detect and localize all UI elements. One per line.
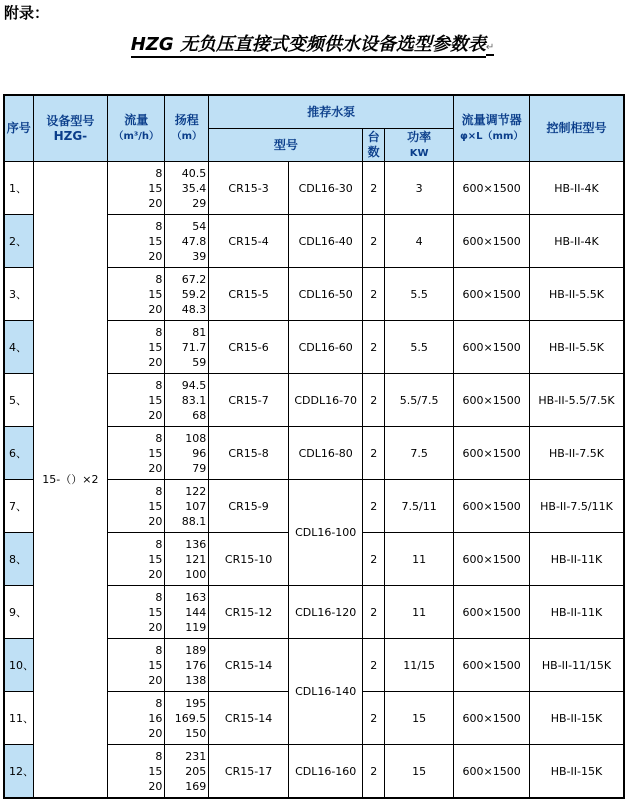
- cr-model-cell: CR15-10: [209, 533, 289, 586]
- power-cell: 5.5: [384, 268, 453, 321]
- cr-model-cell: CR15-8: [209, 427, 289, 480]
- seq-cell: 2、: [5, 215, 34, 268]
- cabinet-cell: HB-II-7.5K: [529, 427, 623, 480]
- cr-model-cell: CR15-14: [209, 692, 289, 745]
- head-cell: 94.5 83.1 68: [165, 374, 209, 427]
- seq-cell: 6、: [5, 427, 34, 480]
- flow-cell: 8 15 20: [108, 639, 165, 692]
- count-cell: 2: [363, 268, 384, 321]
- header-device-model: 设备型号 HZG-: [33, 96, 108, 162]
- cabinet-cell: HB-II-7.5/11K: [529, 480, 623, 533]
- count-cell: 2: [363, 215, 384, 268]
- count-cell: 2: [363, 586, 384, 639]
- flow-cell: 8 15 20: [108, 215, 165, 268]
- head-cell: 136 121 100: [165, 533, 209, 586]
- device-model-cell: 15-（）×2: [33, 162, 108, 798]
- regulator-cell: 600×1500: [454, 374, 530, 427]
- seq-cell: 11、: [5, 692, 34, 745]
- document-title: [0, 30, 625, 56]
- flow-cell: 8 15 20: [108, 162, 165, 215]
- power-cell: 7.5: [384, 427, 453, 480]
- seq-cell: 1、: [5, 162, 34, 215]
- regulator-cell: 600×1500: [454, 480, 530, 533]
- cdl-model-cell: CDL16-30: [288, 162, 363, 215]
- header-cabinet: 控制柜型号: [529, 96, 623, 162]
- seq-cell: 4、: [5, 321, 34, 374]
- count-cell: 2: [363, 374, 384, 427]
- regulator-cell: 600×1500: [454, 215, 530, 268]
- cr-model-cell: CR15-9: [209, 480, 289, 533]
- cabinet-cell: HB-II-15K: [529, 745, 623, 798]
- count-cell: 2: [363, 639, 384, 692]
- cdl-model-cell: CDL16-80: [288, 427, 363, 480]
- cdl-model-cell: CDL16-120: [288, 586, 363, 639]
- regulator-cell: 600×1500: [454, 692, 530, 745]
- head-cell: 122 107 88.1: [165, 480, 209, 533]
- header-regulator: 流量调节器 φ×L（mm）: [454, 96, 530, 162]
- power-cell: 4: [384, 215, 453, 268]
- regulator-cell: 600×1500: [454, 162, 530, 215]
- power-cell: 3: [384, 162, 453, 215]
- selection-table: [3, 94, 625, 799]
- regulator-cell: 600×1500: [454, 745, 530, 798]
- cdl-model-cell: CDL16-160: [288, 745, 363, 798]
- cabinet-cell: HB-II-11/15K: [529, 639, 623, 692]
- count-cell: 2: [363, 427, 384, 480]
- head-cell: 40.5 35.4 29: [165, 162, 209, 215]
- flow-cell: 8 15 20: [108, 480, 165, 533]
- seq-cell: 8、: [5, 533, 34, 586]
- power-cell: 15: [384, 692, 453, 745]
- header-head: 扬程 （m）: [165, 96, 209, 162]
- cabinet-cell: HB-II-15K: [529, 692, 623, 745]
- power-cell: 11: [384, 586, 453, 639]
- head-cell: 189 176 138: [165, 639, 209, 692]
- flow-cell: 8 16 20: [108, 692, 165, 745]
- cdl-model-cell: CDL16-50: [288, 268, 363, 321]
- flow-cell: 8 15 20: [108, 745, 165, 798]
- cdl-model-cell: CDL16-40: [288, 215, 363, 268]
- regulator-cell: 600×1500: [454, 533, 530, 586]
- cabinet-cell: HB-II-4K: [529, 162, 623, 215]
- power-cell: 7.5/11: [384, 480, 453, 533]
- header-count: 台数: [363, 129, 384, 162]
- cr-model-cell: CR15-17: [209, 745, 289, 798]
- title-text: HZG 无负压直接式变频供水设备选型参数表: [131, 34, 486, 58]
- cdl-model-cell: CDL16-100: [288, 480, 363, 586]
- power-cell: 11: [384, 533, 453, 586]
- head-cell: 67.2 59.2 48.3: [165, 268, 209, 321]
- cr-model-cell: CR15-5: [209, 268, 289, 321]
- table-row: [5, 162, 624, 215]
- header-power: 功率 KW: [384, 129, 453, 162]
- seq-cell: 3、: [5, 268, 34, 321]
- power-cell: 15: [384, 745, 453, 798]
- cabinet-cell: HB-II-11K: [529, 586, 623, 639]
- header-pump-model: 型号: [209, 129, 363, 162]
- head-cell: 81 71.7 59: [165, 321, 209, 374]
- power-cell: 11/15: [384, 639, 453, 692]
- header-seq: 序号: [5, 96, 34, 162]
- seq-cell: 12、: [5, 745, 34, 798]
- seq-cell: 5、: [5, 374, 34, 427]
- head-cell: 195 169.5 150: [165, 692, 209, 745]
- power-cell: 5.5: [384, 321, 453, 374]
- head-cell: 54 47.8 39: [165, 215, 209, 268]
- flow-cell: 8 15 20: [108, 533, 165, 586]
- cr-model-cell: CR15-7: [209, 374, 289, 427]
- header-recommended-pump: 推荐水泵: [209, 96, 454, 129]
- cr-model-cell: CR15-12: [209, 586, 289, 639]
- appendix-label: 附录：: [4, 4, 50, 22]
- regulator-cell: 600×1500: [454, 268, 530, 321]
- count-cell: 2: [363, 162, 384, 215]
- head-cell: 108 96 79: [165, 427, 209, 480]
- flow-cell: 8 15 20: [108, 586, 165, 639]
- cdl-model-cell: CDDL16-70: [288, 374, 363, 427]
- seq-cell: 9、: [5, 586, 34, 639]
- cabinet-cell: HB-II-4K: [529, 215, 623, 268]
- flow-cell: 8 15 20: [108, 321, 165, 374]
- cr-model-cell: CR15-14: [209, 639, 289, 692]
- paragraph-mark-icon: ↵: [486, 42, 494, 56]
- cabinet-cell: HB-II-5.5K: [529, 268, 623, 321]
- regulator-cell: 600×1500: [454, 639, 530, 692]
- flow-cell: 8 15 20: [108, 268, 165, 321]
- count-cell: 2: [363, 480, 384, 533]
- count-cell: 2: [363, 745, 384, 798]
- cabinet-cell: HB-II-5.5K: [529, 321, 623, 374]
- count-cell: 2: [363, 321, 384, 374]
- seq-cell: 10、: [5, 639, 34, 692]
- cr-model-cell: CR15-6: [209, 321, 289, 374]
- head-cell: 231 205 169: [165, 745, 209, 798]
- cdl-model-cell: CDL16-140: [288, 639, 363, 745]
- flow-cell: 8 15 20: [108, 374, 165, 427]
- regulator-cell: 600×1500: [454, 321, 530, 374]
- cabinet-cell: HB-II-11K: [529, 533, 623, 586]
- seq-cell: 7、: [5, 480, 34, 533]
- regulator-cell: 600×1500: [454, 586, 530, 639]
- count-cell: 2: [363, 533, 384, 586]
- power-cell: 5.5/7.5: [384, 374, 453, 427]
- cr-model-cell: CR15-3: [209, 162, 289, 215]
- header-flow: 流量 （m³/h）: [108, 96, 165, 162]
- count-cell: 2: [363, 692, 384, 745]
- cabinet-cell: HB-II-5.5/7.5K: [529, 374, 623, 427]
- head-cell: 163 144 119: [165, 586, 209, 639]
- cr-model-cell: CR15-4: [209, 215, 289, 268]
- flow-cell: 8 15 20: [108, 427, 165, 480]
- cdl-model-cell: CDL16-60: [288, 321, 363, 374]
- regulator-cell: 600×1500: [454, 427, 530, 480]
